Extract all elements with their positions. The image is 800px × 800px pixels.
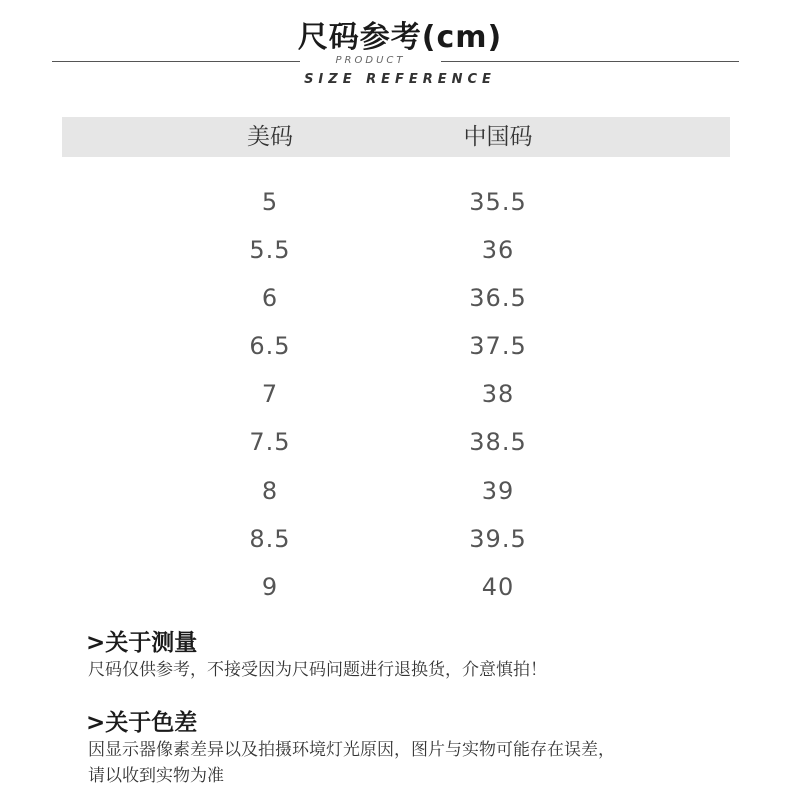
column-header-cn-size: 中国码 <box>463 124 533 150</box>
us-size-cell: 7.5 <box>249 428 291 457</box>
header-divider-left <box>52 61 300 62</box>
color-difference-note-title: >关于色差 <box>86 710 198 736</box>
us-size-cell: 9 <box>261 572 279 601</box>
table-row <box>0 370 800 418</box>
cn-size-cell: 40 <box>481 572 515 601</box>
cn-size-cell: 37.5 <box>469 332 527 361</box>
note-line: 请以收到实物为准 <box>88 766 224 786</box>
table-row <box>0 322 800 370</box>
page-subtitle: SIZE REFERENCE <box>304 72 496 87</box>
cn-size-cell: 38.5 <box>469 428 527 457</box>
us-size-cell: 8 <box>261 476 279 505</box>
table-row <box>0 226 800 274</box>
us-size-cell: 7 <box>261 380 279 409</box>
cn-size-cell: 38 <box>481 380 515 409</box>
measurement-note-title: >关于测量 <box>86 630 198 656</box>
table-row <box>0 563 800 611</box>
cn-size-cell: 39 <box>481 476 515 505</box>
us-size-cell: 5 <box>261 188 279 216</box>
note-line: 因显示器像素差异以及拍摄环境灯光原因，图片与实物可能存在误差， <box>88 740 615 760</box>
us-size-cell: 5.5 <box>249 236 291 265</box>
table-row <box>0 515 800 563</box>
column-header-us-size: 美码 <box>247 124 293 150</box>
note-line: 尺码仅供参考，不接受因为尺码问题进行退换货，介意慎拍！ <box>88 660 547 680</box>
table-row <box>0 178 800 226</box>
cn-size-cell: 36 <box>481 236 515 265</box>
cn-size-cell: 39.5 <box>469 524 527 553</box>
size-table-body <box>0 178 800 611</box>
product-label: PRODUCT <box>335 55 406 66</box>
cn-size-cell: 35.5 <box>469 188 527 216</box>
table-row <box>0 418 800 466</box>
table-row <box>0 274 800 322</box>
size-table-header <box>62 117 730 157</box>
cn-size-cell: 36.5 <box>469 284 527 313</box>
table-row <box>0 467 800 515</box>
header-divider-right <box>441 61 739 62</box>
page-title: 尺码参考(cm) <box>297 20 503 55</box>
us-size-cell: 6 <box>261 284 279 313</box>
us-size-cell: 6.5 <box>249 332 291 361</box>
color-difference-note-text <box>88 737 748 789</box>
us-size-cell: 8.5 <box>249 524 291 553</box>
measurement-note-text <box>88 657 748 683</box>
